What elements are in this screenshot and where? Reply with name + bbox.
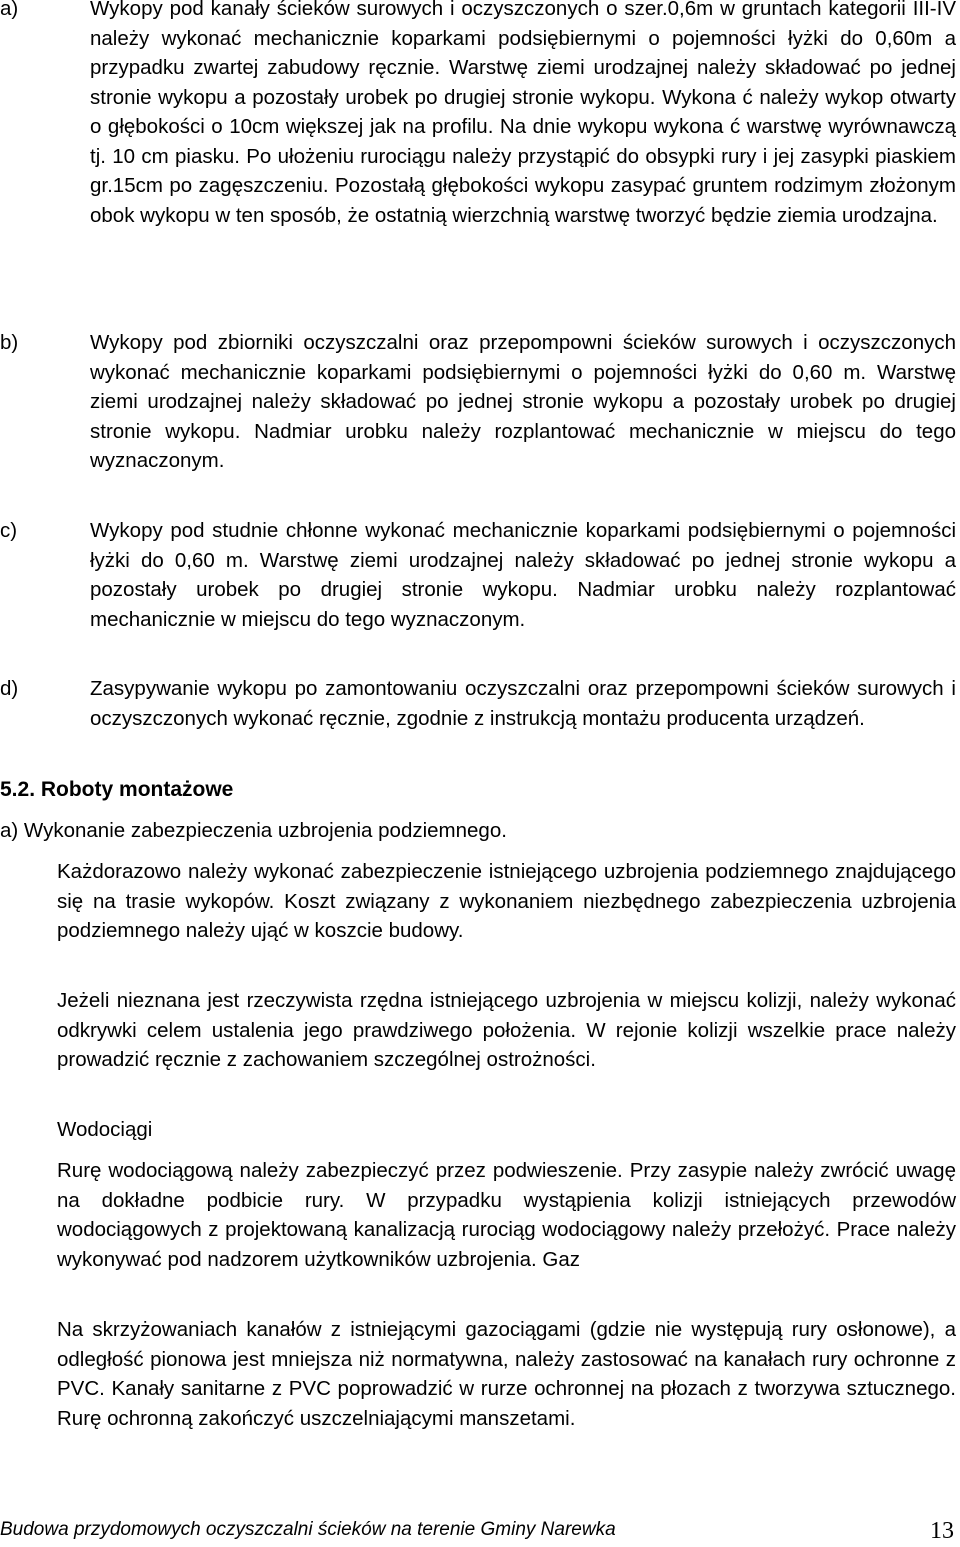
section-heading: 5.2. Roboty montażowe — [0, 778, 234, 801]
paragraph: Każdorazowo należy wykonać zabezpieczenie istniejącego uzbrojenia podziemnego znajdującego się na trasie wykopów. Koszt związany z wykonaniem niezbędnego zabezpieczenia uzbrojenia podziemnego należy ująć w koszcie budowy. — [57, 860, 956, 942]
paragraph-label: Wodociągi — [57, 1118, 153, 1141]
paragraph: Rurę wodociągową należy zabezpieczyć przez podwieszenie. Przy zasypie należy zwrócić uwagę na dokładne podbicie rury. W przypadku wystąpienia kolizji istniejących przewodów wodociągowych z projektowaną kanalizacją rurociąg wodociągowy należy przełożyć. Prace należy wykonywać pod nadzorem użytkowników uzbrojenia. Gaz — [57, 1159, 956, 1271]
list-item-text: Wykopy pod zbiorniki oczyszczalni oraz przepompowni ścieków surowych i oczyszczonych wykonać mechanicznie koparkami podsiębiernymi o pojemności łyżki do 0,60 m. Warstwę ziemi urodzajnej należy składować po jednej stronie wykopu a pozostały urobek po drugiej stronie wykopu. Nadmiar urobku należy rozplantować mechanicznie w miejscu do tego wyznaczonym. — [90, 331, 956, 472]
list-item-d — [0, 674, 956, 733]
paragraph: Na skrzyżowaniach kanałów z istniejącymi gazociągami (gdzie nie występują rury osłonowe), a odległość pionowa jest mniejsza niż normatywna, należy zastosować na kanałach rury ochronne z PVC. Kanały sanitarne z PVC poprowadzić w rurze ochronnej na płozach z tworzywa sztucznego. Rurę ochronną zakończyć uszczelniającymi manszetami. — [57, 1318, 956, 1430]
list-item-a — [0, 0, 956, 230]
list-marker: c) — [0, 519, 18, 542]
footer-title: Budowa przydomowych oczyszczalni ścieków na terenie Gminy Narewka — [0, 1519, 616, 1540]
list-item-c — [0, 516, 956, 634]
list-item-text: Wykopy pod studnie chłonne wykonać mechanicznie koparkami podsiębiernymi o pojemności łyżki do 0,60 m. Warstwę ziemi urodzajnej należy składować po jednej stronie wykopu a pozostały urobek po drugiej stronie wykopu. Nadmiar urobku należy rozplantować mechanicznie w miejscu do tego wyznaczonym. — [90, 519, 956, 631]
list-item-text: Zasypywanie wykopu po zamontowaniu oczyszczalni oraz przepompowni ścieków surowych i oczyszczonych wykonać ręcznie, zgodnie z instrukcją montażu producenta urządzeń. — [90, 677, 956, 730]
section-subheading: a) Wykonanie zabezpieczenia uzbrojenia podziemnego. — [0, 819, 507, 842]
list-item-b — [0, 328, 956, 476]
paragraph: Jeżeli nieznana jest rzeczywista rzędna istniejącego uzbrojenia w miejscu kolizji, należy wykonać odkrywki celem ustalenia jego prawdziwego położenia. W rejonie kolizji wszelkie prace należy prowadzić ręcznie z zachowaniem szczególnej ostrożności. — [57, 989, 956, 1071]
list-marker: a) — [0, 0, 19, 20]
list-marker: b) — [0, 331, 19, 354]
list-marker: d) — [0, 677, 19, 700]
page-number: 13 — [930, 1518, 954, 1544]
list-item-text: Wykopy pod kanały ścieków surowych i oczyszczonych o szer.0,6m w gruntach kategorii III-IV należy wykonać mechanicznie koparkami podsiębiernymi o pojemności łyżki do 0,60m a przypadku zwartej zabudowy ręcznie. Warstwę ziemi urodzajnej należy składować po jednej stronie wykopu a pozostały urobek po drugiej stronie wykopu. Wykona ć należy wykop otwarty o głębokości o 10cm większej jak na profilu. Na dnie wykopu wykona ć warstwę wyrównawczą tj. 10 cm piasku. Po ułożeniu rurociągu należy przystąpić do obsypki rury i jej zasypki piaskiem gr.15cm po zagęszczeniu. Pozostałą głębokości wykopu zasypać gruntem rodzimym złożonym obok wykopu w ten sposób, że ostatnią wierzchnią warstwę tworzyć będzie ziemia urodzajna. — [90, 0, 956, 227]
